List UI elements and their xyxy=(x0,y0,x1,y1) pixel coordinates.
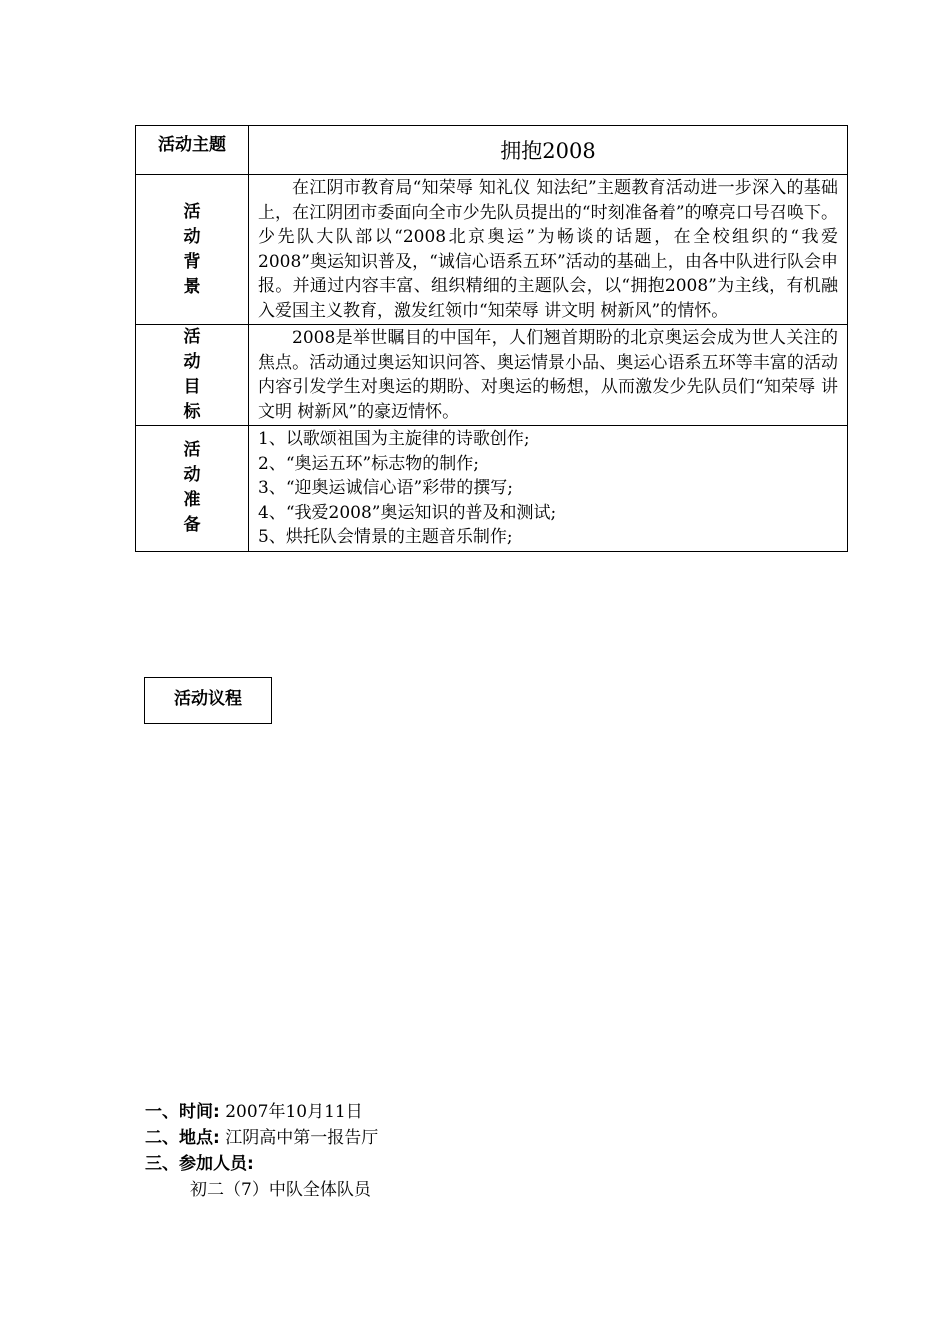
list-item: 1、以歌颂祖国为主旋律的诗歌创作; xyxy=(258,429,530,449)
theme-label: 活动主题 xyxy=(136,126,249,175)
list-item: 2、“奥运五环”标志物的制作; xyxy=(258,453,479,474)
event-info xyxy=(145,1099,378,1203)
time-row xyxy=(145,1099,378,1125)
label-char: 活 xyxy=(183,440,201,461)
label-char: 活 xyxy=(183,327,201,347)
label-char: 动 xyxy=(183,226,201,247)
label-char: 准 xyxy=(183,490,201,511)
background-text: 在江阴市教育局“知荣辱 知礼仪 知法纪”主题教育活动进一步深入的基础上，在江阴团市委面向全市少先队员提出的“时刻准备着”的嘹亮口号召唤下。少先队大队部以“2008北京奥运”为畅谈的话题，在全校组织的“我爱2008”奥运知识普及，“诚信心语系五环”活动的基础上，由各中队进行队会申报。并通过内容丰富、组织精细的主题队会，以“拥抱2008”为主线，有机融入爱国主义教育，激发红领巾“知荣辱 讲文明 树新风”的情怀。 xyxy=(249,175,848,325)
time-label: 一、时间: xyxy=(145,1102,220,1122)
place-row xyxy=(145,1125,378,1151)
label-char: 动 xyxy=(183,352,201,372)
background-label xyxy=(136,175,249,325)
list-item: 5、烘托队会情景的主题音乐制作; xyxy=(258,527,513,547)
objective-text: 2008是举世瞩目的中国年，人们翘首期盼的北京奥运会成为世人关注的焦点。活动通过奥运知识问答、奥运情景小品、奥运心语系五环等丰富的活动内容引发学生对奥运的期盼、对奥运的畅想，从而激发少先队员们“知荣辱 讲文明 树新风”的豪迈情怀。 xyxy=(249,325,848,426)
preparation-list-cell xyxy=(249,426,848,552)
label-char: 备 xyxy=(183,515,201,536)
label-char: 标 xyxy=(183,402,201,422)
list-item: 4、“我爱2008”奥运知识的普及和测试; xyxy=(258,502,557,523)
theme-value: 拥抱2008 xyxy=(249,126,848,175)
place-value: 江阴高中第一报告厅 xyxy=(225,1128,379,1148)
participants-row xyxy=(145,1151,378,1177)
agenda-title: 活动议程 xyxy=(144,677,272,724)
participants-value: 初二（7）中队全体队员 xyxy=(190,1180,371,1200)
label-char: 目 xyxy=(183,377,201,397)
participants-label: 三、参加人员: xyxy=(145,1154,254,1174)
objective-label xyxy=(136,325,249,426)
label-char: 景 xyxy=(183,276,201,297)
label-char: 动 xyxy=(183,465,201,486)
label-char: 活 xyxy=(183,201,201,222)
label-char: 背 xyxy=(183,251,201,272)
activity-plan-table xyxy=(135,125,848,552)
theme-row xyxy=(136,126,848,175)
preparation-label xyxy=(136,426,249,552)
time-value: 2007年10月11日 xyxy=(225,1102,363,1122)
background-row xyxy=(136,175,848,325)
objective-row xyxy=(136,325,848,426)
list-item: 3、“迎奥运诚信心语”彩带的撰写; xyxy=(258,478,513,498)
place-label: 二、地点: xyxy=(145,1128,220,1148)
preparation-list xyxy=(258,427,838,550)
preparation-row xyxy=(136,426,848,552)
